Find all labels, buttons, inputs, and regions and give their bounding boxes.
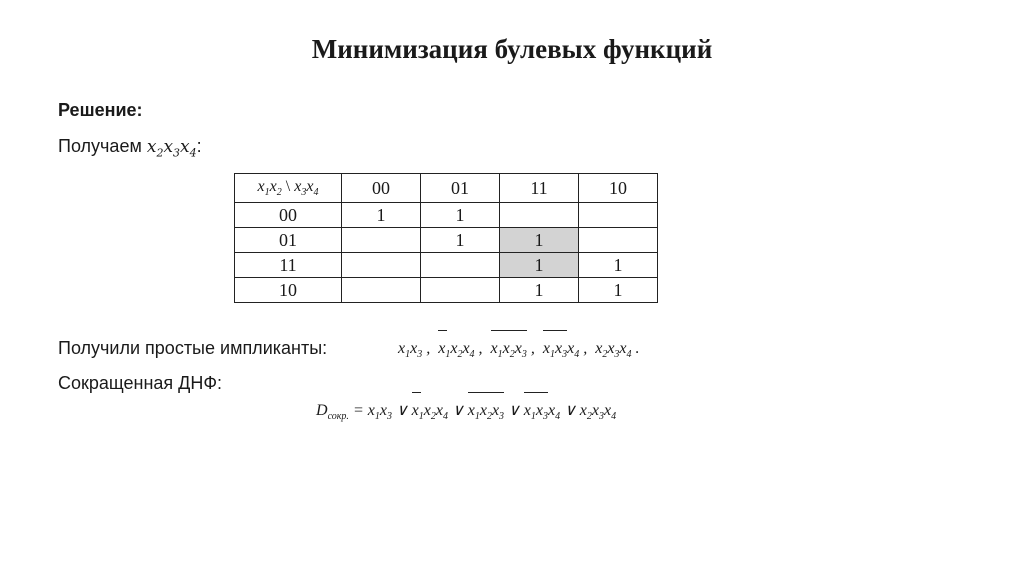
kmap-row [235,253,658,278]
karnaugh-map [234,173,658,303]
kmap-corner-label: $x_1x_2$ \ $x_3x_4$ [235,174,342,203]
kmap-row-label: 00 [235,203,342,228]
kmap-cell: 1 [421,203,500,228]
kmap-cell [421,278,500,303]
kmap-cell [421,253,500,278]
obtain-prefix: Получаем [58,136,147,156]
kmap-cell-highlighted: 1 [500,253,579,278]
reduced-dnf-formula: $D_{сокр.} = x_1x_3$ ∨ $x_1x_2x_4$ ∨ $x_1x_2x_3$ ∨ $x_1x_3x_4$ ∨ $x_2x_3x_4$ [316,400,616,422]
kmap-col-header: 01 [421,174,500,203]
prime-implicants-formula: $x_1x_3$ , $x_1x_2x_4$ , $x_1x_2x_3$ , $x_1x_3x_4$ , $x_2x_3x_4$ . [398,340,640,360]
kmap-cell: 1 [421,228,500,253]
kmap-cell-highlighted: 1 [500,228,579,253]
kmap-row-label: 11 [235,253,342,278]
kmap-cell [342,253,421,278]
kmap-cell [342,278,421,303]
kmap-cell: 1 [579,253,658,278]
obtain-line [58,136,202,159]
kmap-row-label: 10 [235,278,342,303]
kmap-col-header: 00 [342,174,421,203]
kmap-header-row [235,174,658,203]
kmap-cell: 1 [500,278,579,303]
solution-heading: Решение: [58,100,143,120]
kmap-cell [342,228,421,253]
kmap-row [235,278,658,303]
obtain-vars: $x_2x_3x_4$ [146,137,197,160]
obtain-suffix: : [196,136,202,156]
kmap-row-label: 01 [235,228,342,253]
kmap-row [235,228,658,253]
kmap-cell [579,228,658,253]
slide-title: Минимизация булевых функций [311,34,713,64]
kmap-cell [500,203,579,228]
kmap-cell: 1 [342,203,421,228]
kmap-cell [579,203,658,228]
kmap-row [235,203,658,228]
kmap-col-header: 10 [579,174,658,203]
reduced-dnf-label: Сокращенная ДНФ: [58,373,223,393]
kmap-col-header: 11 [500,174,579,203]
prime-implicants-label: Получили простые импликанты: [58,338,328,358]
kmap-cell: 1 [579,278,658,303]
